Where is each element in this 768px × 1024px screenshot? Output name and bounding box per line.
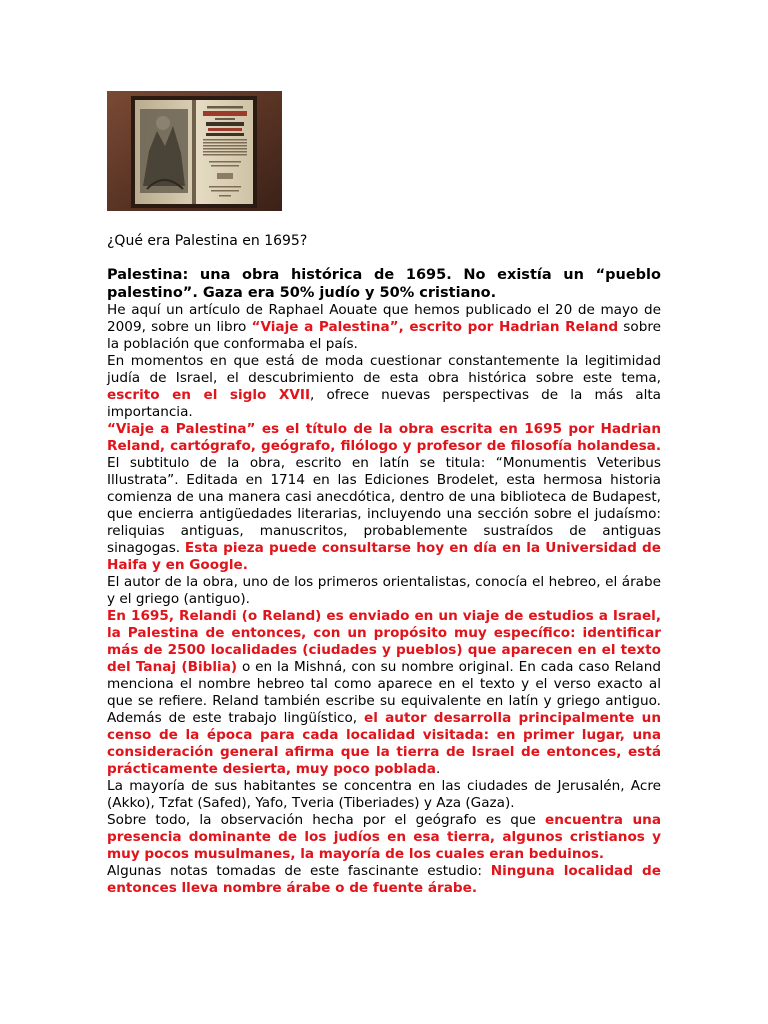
body-text: El subtitulo de la obra, escrito en latín se titula: “Monumentis Veteribus Illustrata”. Editada en 1714 en las Ediciones Brodelet, esta hermosa historia comienza de una manera casi anecdótica, dentro de una biblioteca de Budapest, que encierra antigüedades literarias, incluyendo una sección sobre el judaísmo: reliquias antiguas, manuscritos, probablemente sustraídos de antiguas sinagogas.	[107, 455, 661, 556]
body-text: El autor de la obra, uno de los primeros orientalistas, conocía el hebreo, el árabe y el griego (antiguo).	[107, 574, 661, 607]
highlighted-text: “Viaje a Palestina”, escrito por Hadrian Reland	[251, 319, 619, 335]
body-text: sobre la población que conformaba el país.	[107, 319, 661, 352]
paragraph	[107, 421, 661, 574]
paragraph	[107, 778, 661, 812]
article-paragraphs	[107, 302, 661, 897]
body-text: Sobre todo, la observación hecha por el geógrafo es que	[107, 812, 546, 828]
article-subheading: Palestina: una obra histórica de 1695. No existía un “pueblo palestino”. Gaza era 50% judío y 50% cristiano.	[107, 267, 661, 301]
body-text: o en la Mishná, con su nombre original. En cada caso Reland menciona el nombre hebreo tal como aparece en el texto y el verso exacto al que se refiere. Reland también escribe su equivalente en latín y griego antiguo. Además de este trabajo lingüístico,	[107, 659, 661, 726]
paragraph	[107, 302, 661, 353]
paragraph	[107, 353, 661, 421]
highlighted-text: escrito en el siglo XVII	[107, 387, 311, 403]
paragraph	[107, 608, 661, 778]
highlighted-text: En 1695, Relandi (o Reland) es enviado en un viaje de estudios a Israel, la Palestina de entonces, con un propósito muy específico: identificar más de 2500 localidades (ciudades y pueblos) que aparecen en el texto del Tanaj (Biblia)	[107, 608, 661, 675]
body-text: La mayoría de sus habitantes se concentra en las ciudades de Jerusalén, Acre (Akko), Tzfat (Safed), Yafo, Tveria (Tiberiades) y Aza (Gaza).	[107, 778, 661, 811]
body-text: He aquí un artículo de Raphael Aouate que hemos publicado el 20 de mayo de 2009, sobre un libro	[107, 302, 661, 335]
article-body	[107, 232, 661, 897]
highlighted-text: Ninguna localidad de entonces lleva nombre árabe o de fuente árabe.	[107, 863, 662, 896]
highlighted-text: encuentra una presencia dominante de los judíos en esa tierra, algunos cristianos y muy pocos musulmanes, la mayoría de los cuales eran beduinos.	[107, 812, 661, 862]
paragraph	[107, 863, 661, 897]
body-text: Algunas notas tomadas de este fascinante estudio:	[107, 863, 491, 879]
paragraph	[107, 812, 661, 863]
body-text: .	[435, 761, 441, 777]
article-question-heading: ¿Qué era Palestina en 1695?	[107, 233, 308, 249]
book-photo	[107, 91, 282, 211]
paragraph	[107, 574, 661, 608]
body-text: En momentos en que está de moda cuestionar constantemente la legitimidad judía de Israel, el descubrimiento de esta obra histórica sobre este tema,	[107, 353, 661, 386]
highlighted-text: el autor desarrolla principalmente un censo de la época para cada localidad visitada: en primer lugar, una consideración general afirma que la tierra de Israel de entonces, está prácticamente desierta, muy poco poblada	[107, 710, 661, 777]
highlighted-text: “Viaje a Palestina” es el título de la obra escrita en 1695 por Hadrian Reland, cartógrafo, geógrafo, filólogo y profesor de filosofía holandesa.	[107, 421, 661, 454]
body-text: , ofrece nuevas perspectivas de la más alta importancia.	[107, 387, 662, 420]
highlighted-text: Esta pieza puede consultarse hoy en día en la Universidad de Haifa y en Google.	[107, 540, 661, 573]
